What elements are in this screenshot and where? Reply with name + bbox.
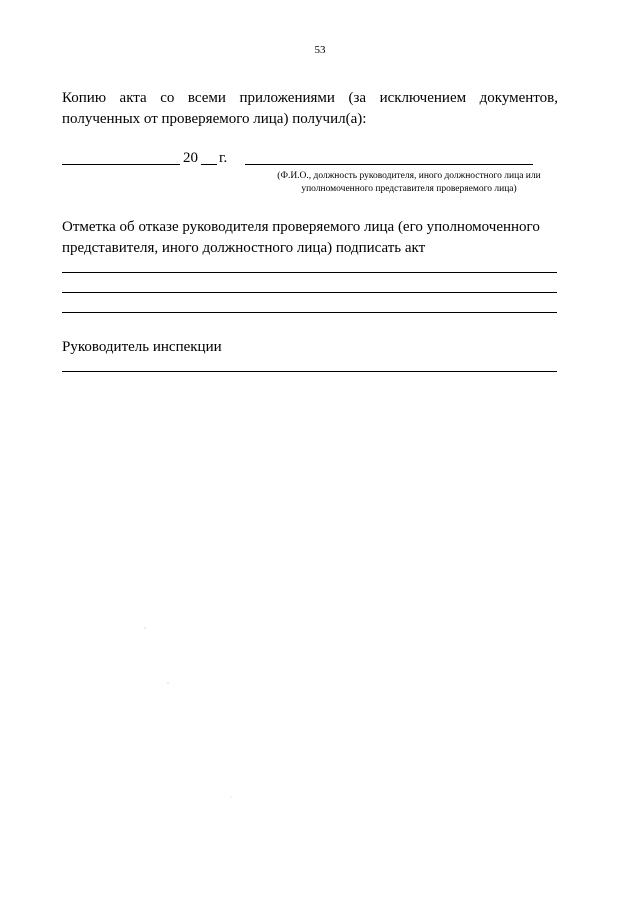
scan-speck xyxy=(167,682,168,683)
inspection-head-blank-line xyxy=(62,371,557,372)
refusal-blank-line-1 xyxy=(62,272,557,273)
refusal-paragraph: Отметка об отказе руководителя проверяемого лица (его уполномоченного представителя, иного должностного лица) подписать акт xyxy=(62,219,540,256)
receipt-paragraph: Копию акта со всеми приложениями (за исключением документов, полученных от проверяемого лица) получил(а): xyxy=(62,90,558,127)
year-prefix: 20 xyxy=(183,150,198,166)
scan-speck xyxy=(231,797,232,798)
refusal-blank-line-3 xyxy=(62,312,557,313)
receipt-signature-row xyxy=(62,148,534,168)
page-number: 53 xyxy=(314,44,326,56)
name-blank-line xyxy=(245,164,533,165)
date-blank-line xyxy=(62,164,180,165)
refusal-blank-line-2 xyxy=(62,292,557,293)
signature-caption: (Ф.И.О., должность руководителя, иного должностного лица или уполномоченного представителя проверяемого лица) xyxy=(277,171,541,194)
inspection-head-label: Руководитель инспекции xyxy=(62,339,222,355)
year-blank-line xyxy=(201,164,217,165)
scan-speck xyxy=(144,627,145,628)
year-suffix: г. xyxy=(219,150,228,166)
